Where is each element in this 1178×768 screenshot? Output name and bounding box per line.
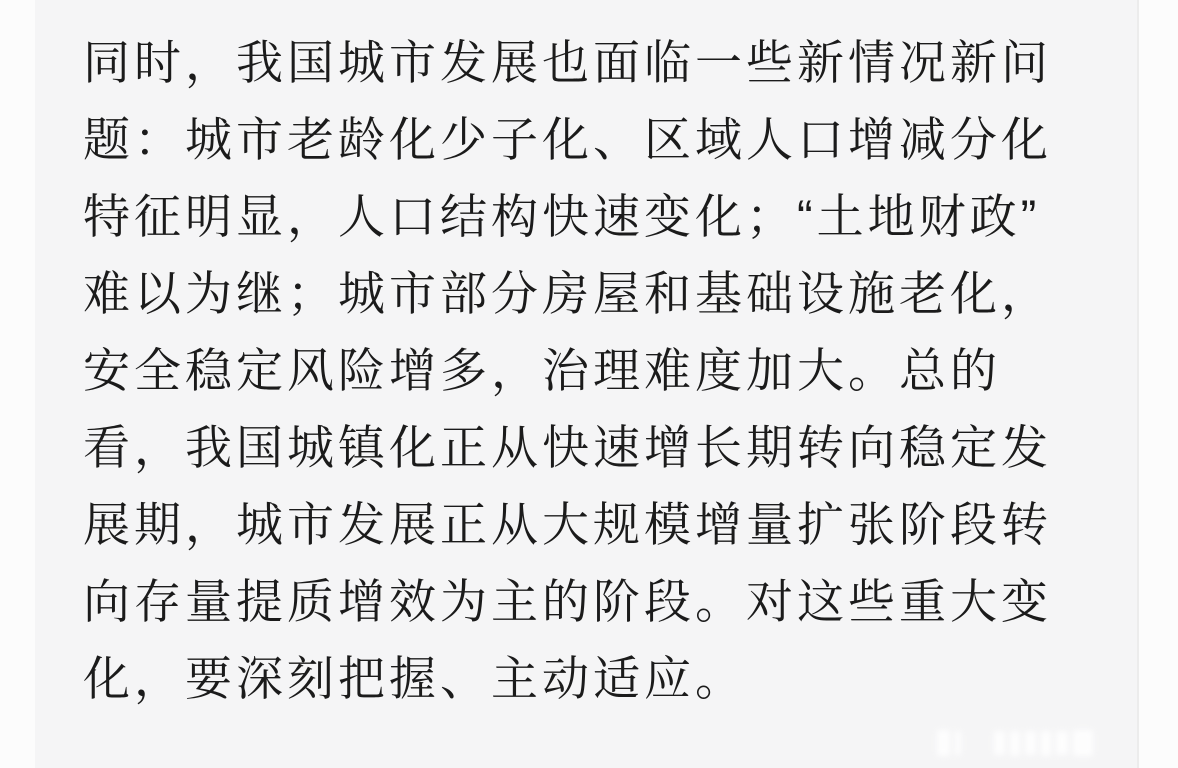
watermark-glyph-blob [1010,731,1020,756]
article-line: 难以为继；城市部分房屋和基础设施老化， [83,267,1052,320]
article-line: 特征明显，人口结构快速变化；“土地财政” [83,190,1041,243]
watermark-glyph-blob [955,731,961,755]
article-line: 向存量提质增效为主的阶段。对这些重大变 [83,575,1052,628]
watermark-glyph-blob [1025,731,1036,755]
watermark-glyph-blob [1056,731,1068,755]
watermark-glyph-blob [994,731,1005,755]
article-line: 安全稳定风险增多，治理难度加大。总的 [83,344,1001,397]
watermark-glyph-blob [937,730,950,756]
watermark-glyph-blob [1041,731,1051,756]
article-line: 同时，我国城市发展也面临一些新情况新问 [83,36,1052,89]
article-line: 化，要深刻把握、主动适应。 [83,652,746,705]
article-text-panel [35,0,1139,768]
article-line: 展期，城市发展正从大规模增量扩张阶段转 [83,498,1052,551]
watermark [937,728,1093,758]
watermark-glyph-blob [1073,730,1093,756]
article-line: 题：城市老龄化少子化、区域人口增减分化 [83,113,1052,166]
article-line: 看，我国城镇化正从快速增长期转向稳定发 [83,421,1052,474]
